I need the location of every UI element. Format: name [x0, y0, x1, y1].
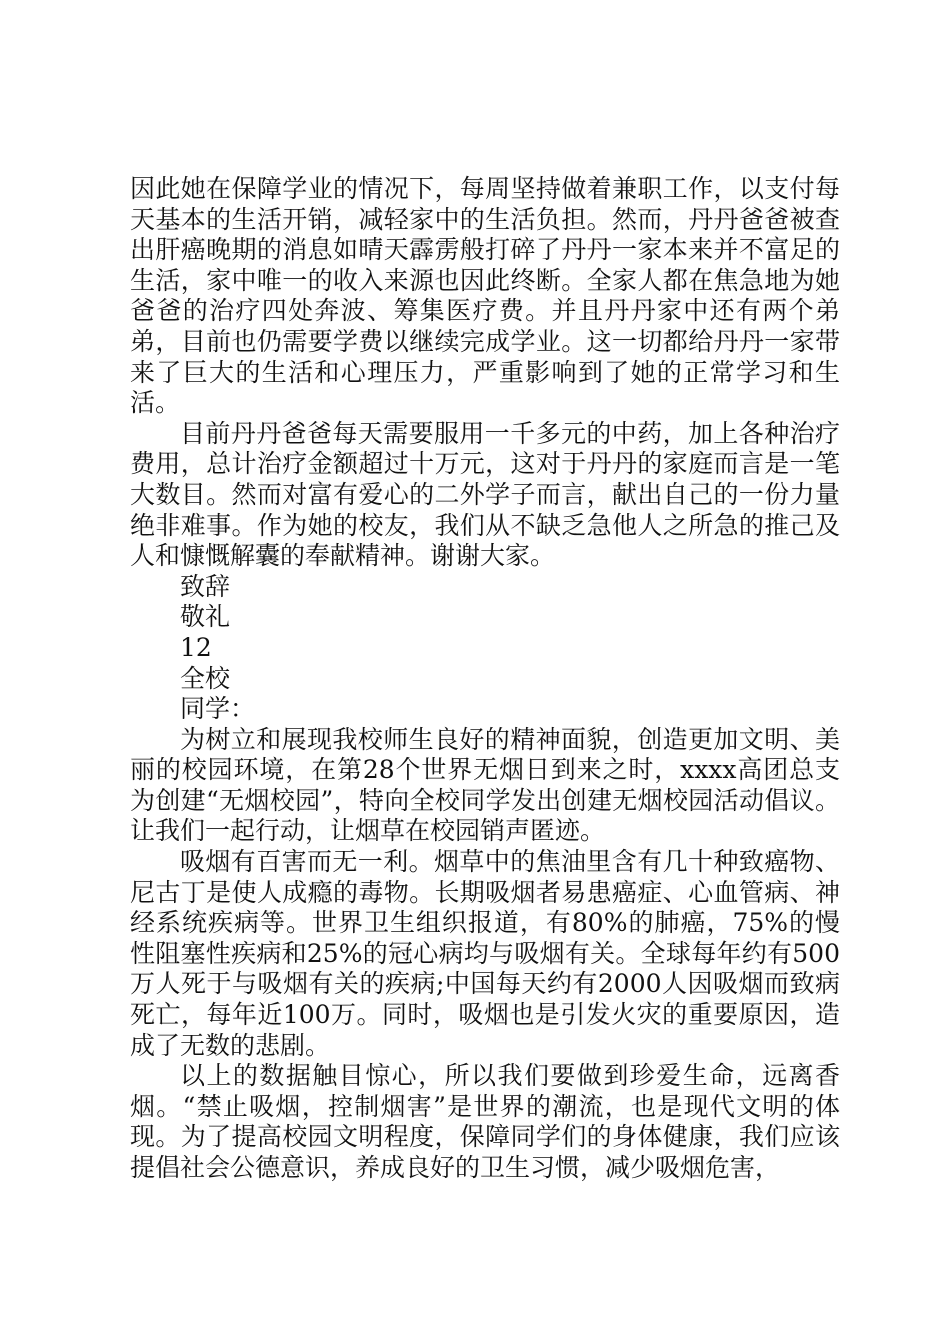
line-number: 12 — [180, 632, 212, 662]
paragraph-medical-cost: 目前丹丹爸爸每天需要服用一千多元的中药，加上各种治疗费用，总计治疗金额超过十万元，这对于丹丹的家庭而言是一笔大数目。然而对富有爱心的二外学子而言，献出自己的一份力量绝非难事。作为她的校友，我们从不缺乏急他人之所急的推己及人和慷慨解囊的奉献精神。谢谢大家。 — [130, 418, 840, 571]
paragraph-smoking-harm: 吸烟有百害而无一利。烟草中的焦油里含有几十种致癌物、尼古丁是使人成瘾的毒物。长期吸烟者易患癌症、心血管病、神经系统疾病等。世界卫生组织报道，有80%的肺癌，75%的慢性阻塞性疾病和25%的冠心病均与吸烟有关。全球每年约有500万人死于与吸烟有关的疾病;中国每天约有2000人因吸烟而致病死亡，每年近100万。同时，吸烟也是引发火灾的重要原因，造成了无数的悲剧。 — [130, 847, 840, 1060]
line-whole-school: 全校 — [180, 663, 231, 693]
line-salute: 敬礼 — [180, 602, 231, 632]
paragraph-smoke-free-proposal: 为树立和展现我校师生良好的精神面貌，创造更加文明、美丽的校园环境，在第28个世界无烟日到来之时，xxxx高团总支为创建“无烟校园”，特向全校同学发出创建无烟校园活动倡议。让我们一起行动，让烟草在校园销声匿迹。 — [130, 724, 840, 846]
document-body — [130, 174, 840, 1184]
line-greeting: 同学： — [180, 694, 256, 724]
line-speech: 致辞 — [180, 571, 231, 601]
paragraph-cherish-life: 以上的数据触目惊心，所以我们要做到珍爱生命，远离香烟。“禁止吸烟，控制烟害”是世界的潮流，也是现代文明的体现。为了提高校园文明程度，保障同学们的身体健康，我们应该提倡社会公德意识，养成良好的卫生习惯，减少吸烟危害， — [130, 1061, 840, 1182]
paragraph-hardship: 因此她在保障学业的情况下，每周坚持做着兼职工作，以支付每天基本的生活开销，减轻家中的生活负担。然而，丹丹爸爸被查出肝癌晚期的消息如晴天霹雳般打碎了丹丹一家本来并不富足的生活，家中唯一的收入来源也因此终断。全家人都在焦急地为她爸爸的治疗四处奔波、筹集医疗费。并且丹丹家中还有两个弟弟，目前也仍需要学费以继续完成学业。这一切都给丹丹一家带来了巨大的生活和心理压力，严重影响到了她的正常学习和生活。 — [130, 174, 840, 418]
